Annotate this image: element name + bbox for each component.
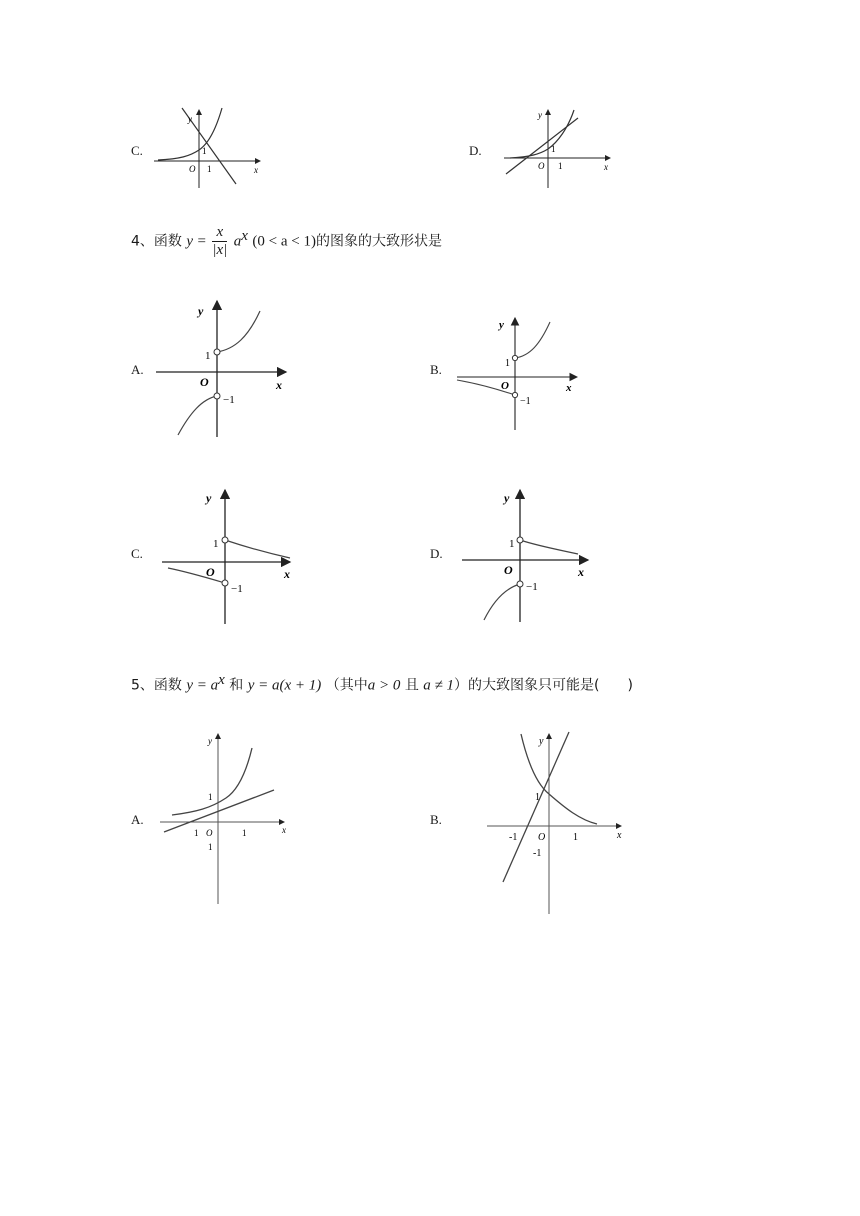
neg-one-label: −1 [231, 583, 243, 595]
x-axis-label: x [604, 162, 608, 172]
q3-option-c-graph [150, 104, 270, 190]
curve-positive [217, 311, 260, 352]
q4-option-d-graph [460, 484, 605, 624]
origin-label: O [206, 828, 213, 838]
q4-option-b-graph [455, 312, 585, 432]
q5-tail: 的大致图象只可能是( ) [468, 677, 633, 694]
exp-curve [521, 734, 597, 824]
neg-one-label: −1 [520, 396, 531, 407]
curve-positive [515, 322, 550, 358]
open-point-neg [517, 581, 523, 587]
pos-one-label: 1 [509, 538, 515, 550]
one-y-label: 1 [208, 792, 213, 802]
open-point-pos [222, 537, 228, 543]
one-x-label: 1 [558, 161, 563, 171]
q5-option-a-graph [156, 728, 301, 906]
origin-label: O [538, 161, 545, 171]
one-y-label: 1 [535, 792, 540, 803]
neg-one-y-label: -1 [533, 848, 542, 859]
one-y-label: 1 [551, 144, 556, 154]
q3-option-d-label[interactable]: D. [469, 143, 482, 158]
q4-option-c-graph [158, 484, 303, 624]
q5-f1: y = a [186, 677, 219, 694]
neg-one-x-label: -1 [509, 832, 518, 843]
q4-eq: = [197, 233, 206, 250]
x-axis-label: x [578, 565, 584, 579]
curve-negative [168, 568, 225, 583]
open-point-neg [222, 580, 228, 586]
q4-option-c-label[interactable]: C. [131, 546, 143, 561]
q4-option-b-label[interactable]: B. [430, 362, 442, 377]
q3-option-d-graph [500, 104, 620, 190]
y-axis-label: y [504, 491, 510, 505]
q4-exp: x [241, 227, 248, 244]
line [503, 732, 569, 882]
x-axis-label: x [254, 165, 258, 175]
q5-option-a-label[interactable]: A. [131, 812, 144, 827]
q4-stem [131, 224, 442, 259]
curve-positive [520, 540, 578, 554]
pos-one-label: 1 [213, 538, 219, 550]
q5-cond-close: ） [454, 677, 469, 694]
y-axis-label: y [198, 304, 204, 318]
origin-label: O [206, 565, 215, 579]
y-axis-label: y [206, 491, 212, 505]
q4-y: y [186, 233, 194, 250]
exp-curve [510, 110, 574, 158]
neg-one-x-label: 1 [194, 828, 199, 838]
x-axis-label: x [276, 378, 282, 392]
neg-one-label: −1 [223, 394, 235, 406]
origin-label: O [200, 375, 209, 389]
q4-fraction [212, 224, 227, 259]
q5-option-b-graph [485, 728, 635, 916]
q4-frac-den: |x| [212, 242, 228, 258]
q5-and: 和 [229, 677, 244, 694]
one-y-label: 1 [202, 146, 207, 156]
q5-cond-b: a ≠ 1 [423, 677, 455, 694]
q5-stem [131, 672, 633, 695]
x-axis-label: x [282, 825, 286, 835]
y-axis-label: y [208, 736, 212, 746]
neg-one-y-label: 1 [208, 842, 213, 852]
q3-option-c-label[interactable]: C. [131, 143, 143, 158]
one-x-label: 1 [242, 828, 247, 838]
y-axis-label: y [539, 736, 544, 747]
q4-option-a-label[interactable]: A. [131, 362, 144, 377]
origin-label: O [538, 832, 546, 843]
curve-negative [178, 396, 217, 435]
open-point-pos [512, 355, 517, 360]
q4-base: a [233, 233, 242, 250]
q5-f1-exp: x [218, 672, 225, 688]
one-x-label: 1 [207, 164, 212, 174]
curve-negative [484, 584, 520, 620]
q5-cond-and: 且 [404, 677, 419, 694]
open-point-neg [512, 392, 517, 397]
open-point-pos [517, 537, 523, 543]
y-axis-label: y [538, 110, 542, 120]
pos-one-label: 1 [205, 350, 211, 362]
x-axis-label: x [566, 382, 572, 394]
q4-frac-num: x [212, 224, 227, 242]
q5-option-b-label[interactable]: B. [430, 812, 442, 827]
y-axis-label: y [499, 319, 504, 331]
one-x-label: 1 [573, 832, 578, 843]
q5-number: 5、函数 [131, 677, 182, 694]
y-axis-label: y [188, 114, 192, 124]
origin-label: O [189, 164, 196, 174]
q5-cond-a: a > 0 [367, 677, 401, 694]
exp-curve [172, 748, 252, 815]
curve-positive [225, 540, 290, 558]
open-point-pos [214, 349, 220, 355]
x-axis-label: x [617, 830, 622, 841]
line [164, 790, 274, 832]
q4-condition: (0 < a < 1) [252, 233, 316, 250]
origin-label: O [504, 563, 513, 577]
q4-option-d-label[interactable]: D. [430, 546, 443, 561]
q5-f2: y = a(x + 1) [247, 677, 322, 694]
origin-label: O [501, 380, 509, 392]
q4-option-a-graph [150, 295, 300, 440]
open-point-neg [214, 393, 220, 399]
neg-one-label: −1 [526, 581, 538, 593]
q4-number: 4、函数 [131, 233, 182, 250]
q4-tail: 的图象的大致形状是 [315, 233, 442, 250]
x-axis-label: x [284, 567, 290, 581]
pos-one-label: 1 [505, 358, 510, 369]
q5-cond-open: （其中 [325, 677, 368, 694]
